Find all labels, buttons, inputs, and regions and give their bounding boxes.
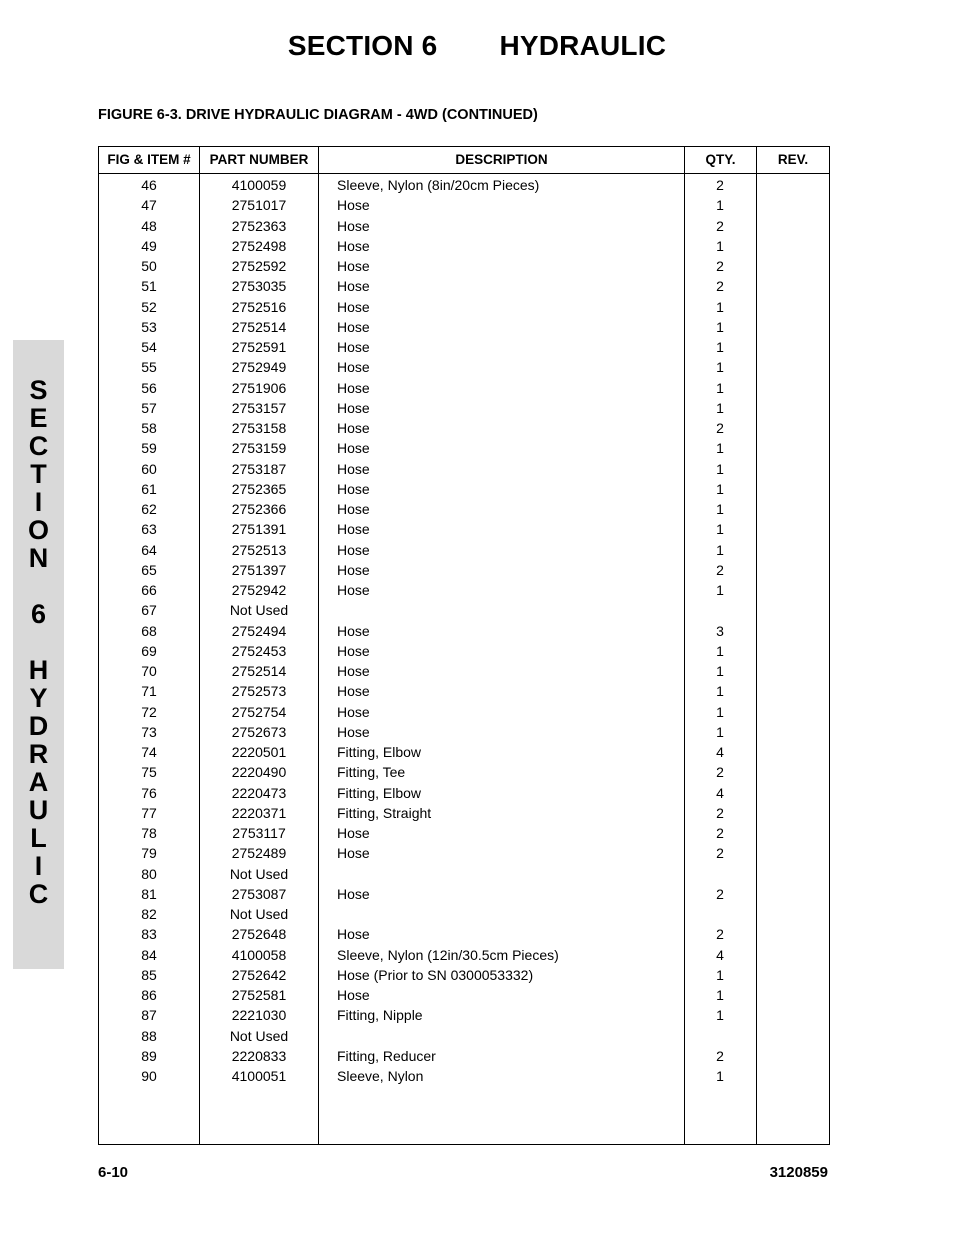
part-number-cell: Not Used (229, 865, 289, 882)
item-number-cell: 90 (141, 1068, 157, 1084)
item-number-cell: 56 (141, 379, 157, 396)
table-row (99, 459, 829, 479)
table-row (99, 519, 829, 539)
item-number-cell: 51 (141, 278, 157, 295)
header-rev: REV. (777, 152, 809, 167)
qty-cell: 4 (716, 744, 724, 760)
description-cell: Hose (337, 845, 370, 862)
part-number-cell: 2752591 (231, 339, 287, 355)
item-number-cell: 81 (141, 885, 157, 902)
part-number-cell: 2752366 (231, 501, 287, 517)
side-tab-letter: L (30, 823, 47, 853)
part-number-cell: 2752949 (231, 359, 287, 376)
table-row (99, 924, 829, 944)
table-row (99, 1026, 829, 1046)
table-row (99, 297, 829, 317)
table-row (99, 540, 829, 560)
part-number-cell: 2752494 (231, 622, 287, 639)
description-cell: Hose (337, 703, 370, 720)
description-cell: Sleeve, Nylon (12in/30.5cm Pieces) (337, 946, 559, 963)
description-cell: Fitting, Elbow (337, 744, 422, 760)
description-cell: Hose (337, 460, 370, 477)
qty-cell: 1 (716, 237, 724, 254)
part-number-cell: 2221030 (231, 1007, 287, 1024)
part-number-cell: 2752673 (231, 723, 287, 740)
part-number-cell: 2752581 (231, 987, 287, 1003)
part-number-cell: 2753187 (231, 460, 287, 477)
part-number-cell: 2752514 (231, 663, 287, 679)
qty-cell: 2 (716, 561, 724, 578)
part-number-cell: 2752516 (231, 298, 287, 315)
table-row (99, 762, 829, 782)
table-row (99, 479, 829, 499)
qty-cell: 2 (716, 804, 724, 821)
item-number-cell: 70 (141, 663, 157, 679)
part-number-cell: 2752648 (231, 926, 287, 943)
item-number-cell: 80 (141, 865, 157, 882)
part-number-cell: 2752514 (231, 318, 287, 335)
part-number-cell: 2752592 (231, 258, 287, 274)
description-cell: Hose (337, 420, 370, 436)
description-cell: Hose (337, 561, 370, 578)
item-number-cell: 68 (141, 622, 157, 639)
qty-cell: 2 (716, 278, 724, 295)
part-number-cell: 2752453 (231, 642, 287, 659)
table-row (99, 742, 829, 762)
side-tab-letter: E (29, 403, 48, 433)
qty-cell: 1 (716, 460, 724, 477)
item-number-cell: 86 (141, 987, 157, 1003)
table-row (99, 985, 829, 1005)
part-number-cell: Not Used (229, 602, 289, 619)
table-row (99, 864, 829, 884)
parts-table (98, 146, 830, 1145)
table-row (99, 398, 829, 418)
table-row (99, 661, 829, 681)
description-cell: Hose (337, 379, 370, 396)
table-row (99, 904, 829, 924)
figure-title: FIGURE 6-3. DRIVE HYDRAULIC DIAGRAM - 4WD (CONTINUED) (98, 107, 538, 123)
table-row (99, 621, 829, 641)
page-title (0, 30, 954, 62)
part-number-cell: 2752513 (231, 541, 287, 558)
side-tab-letter: D (28, 711, 49, 741)
qty-cell: 1 (716, 501, 724, 517)
part-number-cell: 2752754 (231, 703, 287, 720)
part-number-cell: 4100058 (231, 946, 287, 963)
item-number-cell: 48 (141, 217, 157, 234)
table-row (99, 236, 829, 256)
qty-cell: 1 (716, 197, 724, 214)
side-tab-letter: I (34, 487, 43, 517)
qty-cell: 1 (716, 663, 724, 679)
table-row (99, 195, 829, 215)
item-number-cell: 47 (141, 197, 157, 214)
part-number-cell: 2753035 (231, 278, 287, 295)
part-number-cell: 2753157 (231, 399, 287, 416)
side-tab-letter: T (30, 459, 47, 489)
description-cell: Hose (Prior to SN 0300053332) (337, 966, 534, 983)
item-number-cell: 52 (141, 298, 157, 315)
table-row (99, 175, 829, 195)
side-tab-letter: R (28, 739, 49, 769)
side-tab-letter: S (29, 375, 48, 405)
qty-cell: 4 (716, 784, 724, 801)
item-number-cell: 50 (141, 258, 157, 274)
qty-cell: 2 (716, 885, 724, 902)
part-number-cell: 2220473 (231, 784, 287, 801)
qty-cell: 1 (716, 703, 724, 720)
item-number-cell: 72 (141, 703, 157, 720)
table-row (99, 641, 829, 661)
description-cell: Hose (337, 723, 370, 740)
item-number-cell: 88 (141, 1027, 157, 1044)
description-cell: Hose (337, 278, 370, 295)
header-item: FIG & ITEM # (107, 152, 191, 167)
description-cell: Fitting, Reducer (337, 1047, 436, 1064)
item-number-cell: 77 (141, 804, 157, 821)
side-tab-letter: A (28, 767, 49, 797)
part-number-cell: 4100051 (231, 1068, 287, 1084)
item-number-cell: 66 (141, 582, 157, 598)
part-number-cell: 2751906 (231, 379, 287, 396)
qty-cell: 4 (716, 946, 724, 963)
table-row (99, 580, 829, 600)
side-tab-letter: C (28, 879, 49, 909)
description-cell: Hose (337, 501, 370, 517)
part-number-cell: 2752489 (231, 845, 287, 862)
header-part-number: PART NUMBER (209, 152, 309, 167)
description-cell: Hose (337, 298, 370, 315)
description-cell: Hose (337, 399, 370, 416)
item-number-cell: 69 (141, 642, 157, 659)
item-number-cell: 62 (141, 501, 157, 517)
description-cell: Hose (337, 318, 370, 335)
part-number-cell: Not Used (229, 906, 289, 922)
item-number-cell: 79 (141, 845, 157, 862)
qty-cell: 1 (716, 440, 724, 457)
table-row (99, 783, 829, 803)
table-row (99, 722, 829, 742)
item-number-cell: 71 (141, 683, 157, 700)
document-number: 3120859 (769, 1164, 828, 1181)
part-number-cell: 2752642 (231, 966, 287, 983)
table-row (99, 276, 829, 296)
item-number-cell: 76 (141, 784, 157, 801)
item-number-cell: 73 (141, 723, 157, 740)
description-cell: Fitting, Elbow (337, 784, 422, 801)
table-row (99, 357, 829, 377)
qty-cell: 1 (716, 541, 724, 558)
item-number-cell: 83 (141, 926, 157, 943)
description-cell: Hose (337, 541, 370, 558)
qty-cell: 1 (716, 379, 724, 396)
table-row (99, 965, 829, 985)
section-name: HYDRAULIC (499, 30, 667, 61)
description-cell: Hose (337, 237, 370, 254)
part-number-cell: 2220371 (231, 804, 287, 821)
part-number-cell: 2752942 (231, 582, 287, 598)
description-cell: Hose (337, 217, 370, 234)
table-row (99, 418, 829, 438)
qty-cell: 1 (716, 359, 724, 376)
item-number-cell: 87 (141, 1007, 157, 1024)
description-cell: Hose (337, 521, 370, 538)
table-row (99, 803, 829, 823)
qty-cell: 2 (716, 1047, 724, 1064)
description-cell: Hose (337, 258, 370, 274)
item-number-cell: 82 (141, 906, 157, 922)
table-row (99, 600, 829, 620)
part-number-cell: 2220833 (231, 1047, 287, 1064)
table-row (99, 499, 829, 519)
header-description: DESCRIPTION (455, 152, 548, 167)
description-cell: Hose (337, 663, 370, 679)
qty-cell: 3 (716, 622, 724, 639)
header-divider (99, 173, 829, 174)
table-row (99, 843, 829, 863)
item-number-cell: 84 (141, 946, 157, 963)
item-number-cell: 89 (141, 1047, 157, 1064)
description-cell: Fitting, Nipple (337, 1007, 423, 1024)
side-tab-letter: C (28, 431, 49, 461)
item-number-cell: 55 (141, 359, 157, 376)
qty-cell: 1 (716, 318, 724, 335)
description-cell: Hose (337, 440, 370, 457)
description-cell: Hose (337, 825, 370, 841)
qty-cell: 2 (716, 258, 724, 274)
table-row (99, 216, 829, 236)
description-cell: Hose (337, 683, 370, 700)
table-row (99, 681, 829, 701)
table-row (99, 560, 829, 580)
part-number-cell: 2753117 (232, 825, 286, 841)
description-cell: Sleeve, Nylon (8in/20cm Pieces) (337, 177, 540, 193)
item-number-cell: 59 (141, 440, 157, 457)
item-number-cell: 63 (141, 521, 157, 538)
side-tab-letter: Y (29, 683, 48, 713)
description-cell: Hose (337, 926, 370, 943)
table-row (99, 256, 829, 276)
item-number-cell: 61 (141, 480, 157, 497)
description-cell: Hose (337, 642, 370, 659)
qty-cell: 2 (716, 825, 724, 841)
part-number-cell: 2220490 (231, 764, 287, 781)
item-number-cell: 67 (141, 602, 157, 619)
part-number-cell: Not Used (229, 1027, 289, 1044)
table-row (99, 884, 829, 904)
part-number-cell: 2752498 (231, 237, 287, 254)
qty-cell: 2 (716, 764, 724, 781)
item-number-cell: 74 (141, 744, 157, 760)
part-number-cell: 2753158 (231, 420, 287, 436)
part-number-cell: 2752573 (231, 683, 287, 700)
section-number: SECTION 6 (287, 30, 438, 61)
description-cell: Fitting, Straight (337, 804, 432, 821)
part-number-cell: 2753159 (231, 440, 287, 457)
description-cell: Fitting, Tee (337, 764, 406, 781)
qty-cell: 2 (716, 177, 724, 193)
header-qty: QTY. (705, 152, 736, 167)
qty-cell: 2 (716, 926, 724, 943)
description-cell: Hose (337, 339, 370, 355)
qty-cell: 1 (716, 399, 724, 416)
qty-cell: 1 (716, 987, 724, 1003)
table-row (99, 438, 829, 458)
side-tab-letter: U (28, 795, 49, 825)
side-tab-letter: N (28, 543, 49, 573)
item-number-cell: 54 (141, 339, 157, 355)
qty-cell: 1 (716, 642, 724, 659)
part-number-cell: 2753087 (231, 885, 287, 902)
qty-cell: 1 (716, 582, 724, 598)
description-cell: Hose (337, 987, 370, 1003)
side-tab-letter: I (34, 851, 43, 881)
page-number: 6-10 (98, 1164, 129, 1181)
part-number-cell: 2752363 (231, 217, 287, 234)
description-cell: Hose (337, 359, 370, 376)
part-number-cell: 4100059 (231, 177, 287, 193)
item-number-cell: 46 (141, 177, 157, 193)
description-cell: Hose (337, 885, 370, 902)
qty-cell: 1 (716, 1007, 724, 1024)
qty-cell: 1 (716, 521, 724, 538)
table-row (99, 945, 829, 965)
table-row (99, 317, 829, 337)
qty-cell: 1 (716, 480, 724, 497)
item-number-cell: 53 (141, 318, 157, 335)
part-number-cell: 2751017 (231, 197, 287, 214)
qty-cell: 2 (716, 420, 724, 436)
table-row (99, 1066, 829, 1086)
qty-cell: 1 (716, 298, 724, 315)
qty-cell: 1 (716, 966, 724, 983)
table-row (99, 823, 829, 843)
item-number-cell: 57 (141, 399, 157, 416)
side-tab-letter: O (27, 515, 49, 545)
qty-cell: 1 (716, 683, 724, 700)
part-number-cell: 2751391 (231, 521, 287, 538)
qty-cell: 1 (716, 339, 724, 355)
qty-cell: 2 (716, 845, 724, 862)
part-number-cell: 2220501 (231, 744, 287, 760)
side-tab-letter: 6 (30, 599, 47, 629)
item-number-cell: 85 (141, 966, 157, 983)
side-tab-letter: H (28, 655, 49, 685)
table-row (99, 1046, 829, 1066)
item-number-cell: 60 (141, 460, 157, 477)
description-cell: Hose (337, 582, 370, 598)
table-row (99, 378, 829, 398)
table-row (99, 1005, 829, 1025)
item-number-cell: 65 (141, 561, 157, 578)
item-number-cell: 75 (141, 764, 157, 781)
description-cell: Hose (337, 622, 370, 639)
item-number-cell: 58 (141, 420, 157, 436)
qty-cell: 2 (716, 217, 724, 234)
part-number-cell: 2751397 (231, 561, 287, 578)
part-number-cell: 2752365 (231, 480, 287, 497)
qty-cell: 1 (716, 1068, 724, 1084)
section-side-tab (13, 340, 64, 969)
qty-cell: 1 (716, 723, 724, 740)
item-number-cell: 49 (141, 237, 157, 254)
table-row (99, 702, 829, 722)
item-number-cell: 64 (141, 541, 157, 558)
item-number-cell: 78 (141, 825, 157, 841)
description-cell: Sleeve, Nylon (337, 1068, 424, 1084)
description-cell: Hose (337, 480, 370, 497)
description-cell: Hose (337, 197, 370, 214)
table-row (99, 337, 829, 357)
